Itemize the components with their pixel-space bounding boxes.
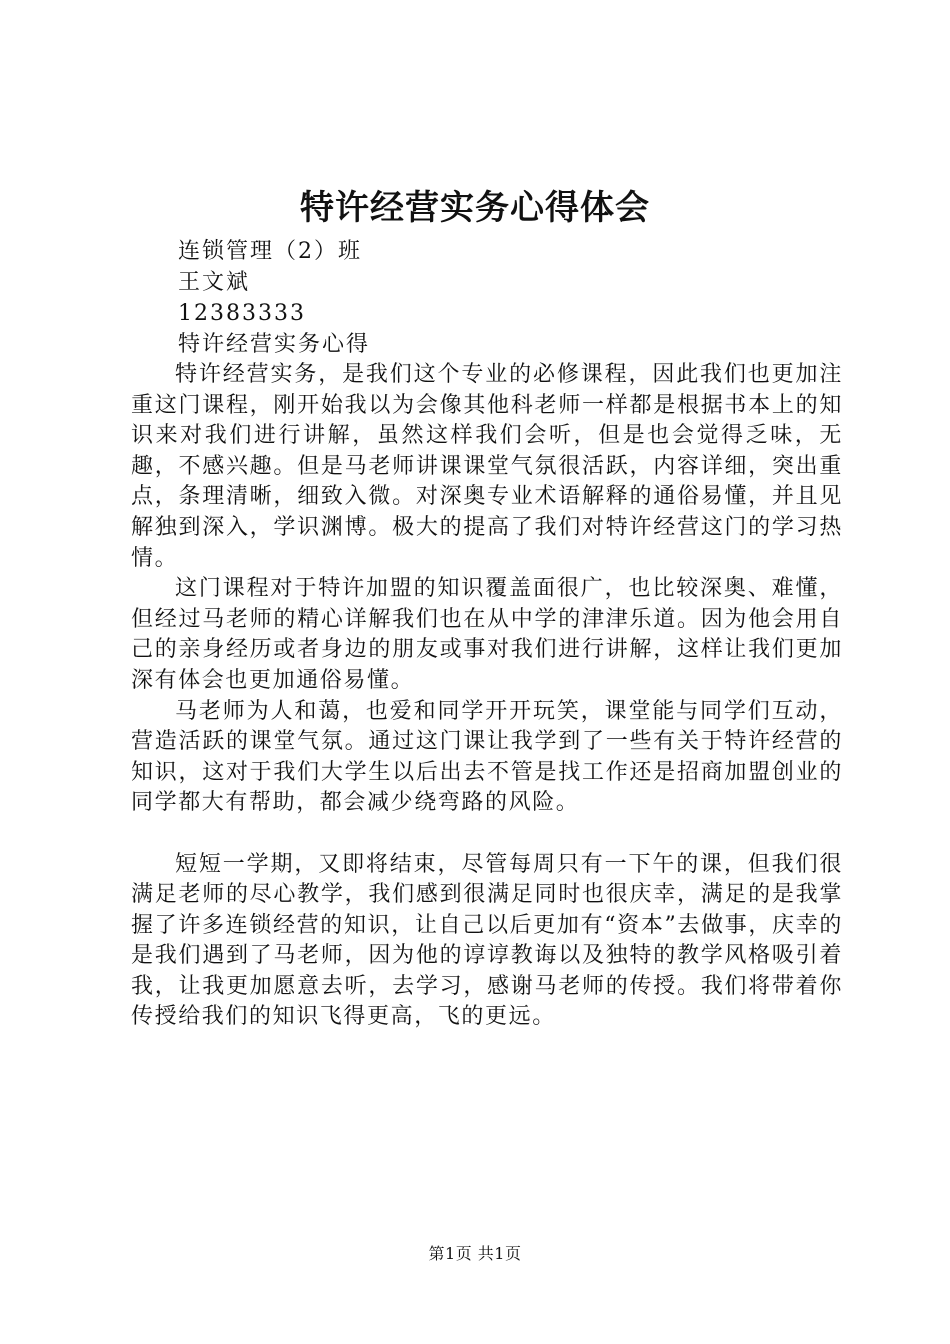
body-paragraph: 这门课程对于特许加盟的知识覆盖面很广，也比较深奥、难懂，但经过马老师的精心详解我们也在从中学的津津乐道。因为他会用自己的亲身经历或者身边的朋友或事对我们进行讲解，这样让我们更加深有体会也更加通俗易懂。 — [131, 576, 843, 693]
student-id: 12383333 — [178, 301, 306, 326]
document-title: 特许经营实务心得体会 — [300, 188, 650, 228]
body-paragraph: 特许经营实务，是我们这个专业的必修课程，因此我们也更加注重这门课程，刚开始我以为会像其他科老师一样都是根据书本上的知识来对我们进行讲解，虽然这样我们会听，但是也会觉得乏味，无趣，不感兴趣。但是马老师讲课课堂气氛很活跃，内容详细，突出重点，条理清晰，细致入微。对深奥专业术语解释的通俗易懂，并且见解独到深入，学识渊博。极大的提高了我们对特许经营这门的学习热情。 — [131, 362, 843, 571]
paragraph-spacer — [131, 819, 843, 850]
document-subtitle: 特许经营实务心得 — [178, 332, 371, 357]
document-body — [131, 360, 843, 1033]
class-name: 连锁管理（2）班 — [178, 239, 362, 264]
author-name: 王文斌 — [178, 270, 251, 295]
page-footer: 第1页 共1页 — [428, 1244, 522, 1263]
body-paragraph: 马老师为人和蔼，也爱和同学开开玩笑，课堂能与同学们互动，营造活跃的课堂气氛。通过这门课让我学到了一些有关于特许经营的知识，这对于我们大学生以后出去不管是找工作还是招商加盟创业的同学都大有帮助，都会减少绕弯路的风险。 — [131, 698, 843, 816]
body-paragraph: 短短一学期，又即将结束，尽管每周只有一下午的课，但我们很满足老师的尽心教学，我们感到很满足同时也很庆幸，满足的是我掌握了许多连锁经营的知识，让自己以后更加有“资本”去做事，庆幸的是我们遇到了马老师，因为他的谆谆教诲以及独特的教学风格吸引着我，让我更加愿意去听，去学习，感谢马老师的传授。我们将带着你传授给我们的知识飞得更高，飞的更远。 — [131, 851, 843, 1030]
